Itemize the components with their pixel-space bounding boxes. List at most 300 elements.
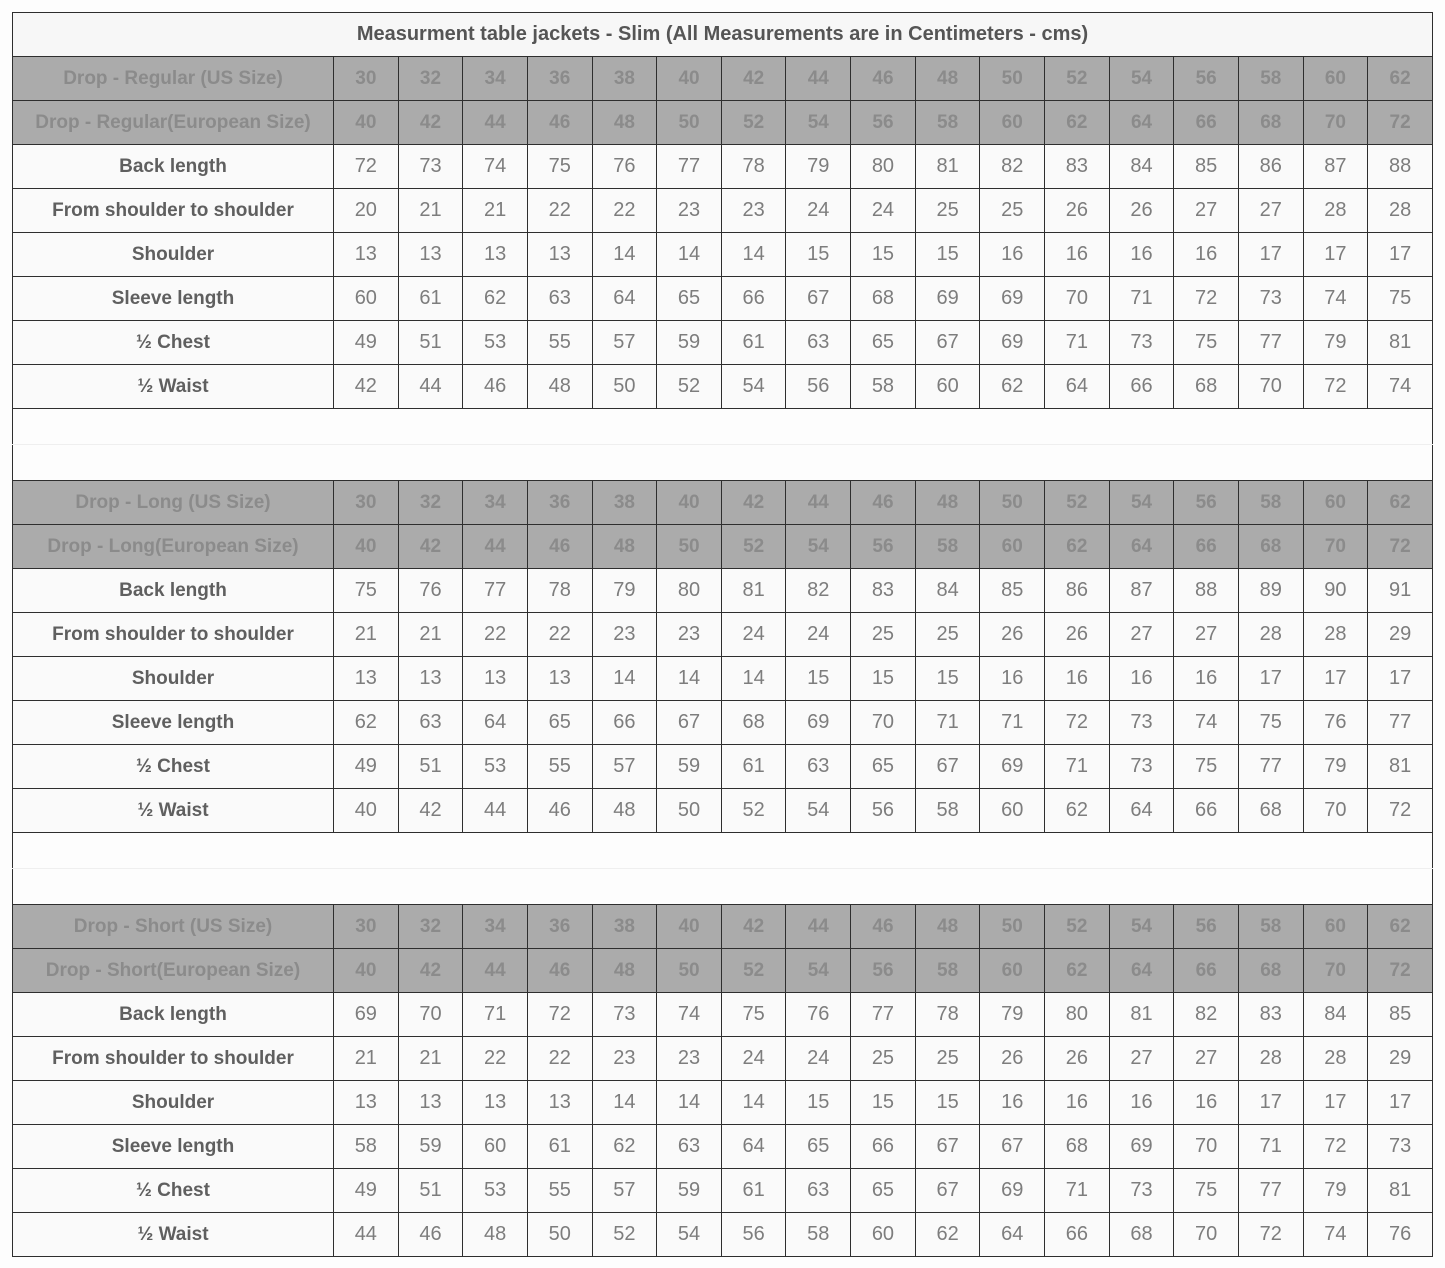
size-cell: 32 [398, 905, 463, 949]
value-cell: 53 [463, 321, 528, 365]
value-cell: 24 [721, 613, 786, 657]
value-cell: 65 [851, 1169, 916, 1213]
size-cell: 38 [592, 905, 657, 949]
value-cell: 62 [1045, 789, 1110, 833]
measure-row [13, 701, 1433, 745]
value-cell: 16 [1045, 233, 1110, 277]
size-cell: 50 [657, 525, 722, 569]
value-cell: 27 [1238, 189, 1303, 233]
value-cell: 26 [1045, 189, 1110, 233]
value-cell: 22 [527, 189, 592, 233]
measure-label: ½ Chest [13, 321, 334, 365]
value-cell: 28 [1238, 613, 1303, 657]
size-cell: 46 [527, 101, 592, 145]
value-cell: 16 [980, 233, 1045, 277]
size-cell: 34 [463, 481, 528, 525]
value-cell: 63 [657, 1125, 722, 1169]
spacer-cell [13, 445, 1433, 481]
value-cell: 14 [592, 1081, 657, 1125]
value-cell: 80 [1045, 993, 1110, 1037]
size-cell: 60 [1303, 57, 1368, 101]
size-cell: 60 [1303, 481, 1368, 525]
spacer-row [13, 445, 1433, 481]
value-cell: 17 [1368, 233, 1433, 277]
value-cell: 15 [851, 1081, 916, 1125]
value-cell: 15 [786, 1081, 851, 1125]
value-cell: 56 [786, 365, 851, 409]
size-cell: 48 [592, 101, 657, 145]
value-cell: 13 [463, 1081, 528, 1125]
value-cell: 62 [980, 365, 1045, 409]
size-header-row-us [13, 481, 1433, 525]
spacer-cell [13, 833, 1433, 869]
measurement-table [12, 12, 1433, 1257]
value-cell: 28 [1303, 189, 1368, 233]
value-cell: 77 [1238, 745, 1303, 789]
value-cell: 66 [1045, 1213, 1110, 1257]
size-cell: 34 [463, 905, 528, 949]
value-cell: 74 [1303, 1213, 1368, 1257]
value-cell: 64 [1109, 789, 1174, 833]
value-cell: 42 [334, 365, 399, 409]
value-cell: 84 [1303, 993, 1368, 1037]
value-cell: 78 [527, 569, 592, 613]
size-cell: 54 [1109, 481, 1174, 525]
value-cell: 71 [1045, 1169, 1110, 1213]
value-cell: 17 [1368, 657, 1433, 701]
value-cell: 72 [1368, 789, 1433, 833]
value-cell: 25 [915, 189, 980, 233]
value-cell: 48 [592, 789, 657, 833]
value-cell: 65 [527, 701, 592, 745]
measure-label: From shoulder to shoulder [13, 613, 334, 657]
value-cell: 70 [1174, 1213, 1239, 1257]
value-cell: 51 [398, 1169, 463, 1213]
size-cell: 62 [1368, 905, 1433, 949]
value-cell: 26 [1045, 613, 1110, 657]
value-cell: 68 [851, 277, 916, 321]
value-cell: 71 [1238, 1125, 1303, 1169]
size-cell: 72 [1368, 525, 1433, 569]
value-cell: 46 [398, 1213, 463, 1257]
size-header-label: Drop - Long(European Size) [13, 525, 334, 569]
value-cell: 29 [1368, 1037, 1433, 1081]
value-cell: 75 [1174, 745, 1239, 789]
value-cell: 75 [527, 145, 592, 189]
value-cell: 91 [1368, 569, 1433, 613]
value-cell: 13 [463, 233, 528, 277]
value-cell: 89 [1238, 569, 1303, 613]
size-header-row-eu [13, 949, 1433, 993]
size-cell: 52 [721, 525, 786, 569]
value-cell: 15 [786, 657, 851, 701]
spacer-cell [13, 409, 1433, 445]
size-cell: 42 [398, 101, 463, 145]
measure-row [13, 1037, 1433, 1081]
value-cell: 17 [1368, 1081, 1433, 1125]
measure-row [13, 189, 1433, 233]
value-cell: 21 [398, 189, 463, 233]
value-cell: 71 [915, 701, 980, 745]
value-cell: 82 [786, 569, 851, 613]
size-cell: 42 [398, 525, 463, 569]
size-cell: 42 [721, 905, 786, 949]
value-cell: 16 [1174, 233, 1239, 277]
size-cell: 30 [334, 481, 399, 525]
value-cell: 67 [786, 277, 851, 321]
size-header-row-eu [13, 101, 1433, 145]
value-cell: 15 [786, 233, 851, 277]
value-cell: 13 [527, 657, 592, 701]
value-cell: 58 [851, 365, 916, 409]
value-cell: 77 [1238, 321, 1303, 365]
value-cell: 53 [463, 745, 528, 789]
value-cell: 77 [463, 569, 528, 613]
value-cell: 74 [657, 993, 722, 1037]
size-cell: 44 [786, 905, 851, 949]
size-cell: 40 [657, 481, 722, 525]
value-cell: 22 [527, 613, 592, 657]
value-cell: 74 [1368, 365, 1433, 409]
value-cell: 28 [1303, 1037, 1368, 1081]
measure-label: Back length [13, 569, 334, 613]
size-cell: 56 [1174, 905, 1239, 949]
value-cell: 60 [463, 1125, 528, 1169]
value-cell: 21 [334, 1037, 399, 1081]
value-cell: 75 [1368, 277, 1433, 321]
size-header-label: Drop - Regular (US Size) [13, 57, 334, 101]
size-cell: 62 [1368, 57, 1433, 101]
size-cell: 32 [398, 57, 463, 101]
value-cell: 22 [592, 189, 657, 233]
measure-label: Back length [13, 145, 334, 189]
size-cell: 60 [980, 949, 1045, 993]
size-cell: 56 [1174, 481, 1239, 525]
value-cell: 84 [1109, 145, 1174, 189]
value-cell: 82 [980, 145, 1045, 189]
value-cell: 25 [980, 189, 1045, 233]
value-cell: 28 [1368, 189, 1433, 233]
size-cell: 52 [1045, 57, 1110, 101]
size-header-label: Drop - Long (US Size) [13, 481, 334, 525]
value-cell: 57 [592, 745, 657, 789]
measure-row [13, 569, 1433, 613]
measure-row [13, 277, 1433, 321]
size-cell: 30 [334, 905, 399, 949]
size-cell: 62 [1368, 481, 1433, 525]
value-cell: 63 [786, 321, 851, 365]
value-cell: 81 [1109, 993, 1174, 1037]
value-cell: 87 [1109, 569, 1174, 613]
value-cell: 83 [851, 569, 916, 613]
value-cell: 64 [1045, 365, 1110, 409]
value-cell: 14 [657, 657, 722, 701]
size-cell: 48 [915, 905, 980, 949]
value-cell: 72 [527, 993, 592, 1037]
measure-label: Sleeve length [13, 701, 334, 745]
size-cell: 46 [851, 481, 916, 525]
value-cell: 77 [657, 145, 722, 189]
value-cell: 69 [980, 277, 1045, 321]
size-cell: 64 [1109, 949, 1174, 993]
spacer-row [13, 409, 1433, 445]
value-cell: 59 [657, 321, 722, 365]
size-cell: 58 [1238, 481, 1303, 525]
value-cell: 64 [980, 1213, 1045, 1257]
size-cell: 50 [980, 905, 1045, 949]
size-cell: 64 [1109, 525, 1174, 569]
value-cell: 65 [851, 745, 916, 789]
measure-row [13, 365, 1433, 409]
measure-row [13, 657, 1433, 701]
value-cell: 13 [398, 1081, 463, 1125]
spacer-row [13, 833, 1433, 869]
value-cell: 62 [592, 1125, 657, 1169]
value-cell: 44 [334, 1213, 399, 1257]
value-cell: 70 [1174, 1125, 1239, 1169]
value-cell: 14 [592, 657, 657, 701]
measure-row [13, 1169, 1433, 1213]
size-header-row-eu [13, 525, 1433, 569]
value-cell: 78 [721, 145, 786, 189]
size-cell: 44 [463, 525, 528, 569]
value-cell: 64 [721, 1125, 786, 1169]
value-cell: 65 [851, 321, 916, 365]
value-cell: 21 [463, 189, 528, 233]
size-cell: 32 [398, 481, 463, 525]
measure-label: Shoulder [13, 233, 334, 277]
value-cell: 66 [1109, 365, 1174, 409]
size-cell: 54 [786, 101, 851, 145]
value-cell: 13 [334, 1081, 399, 1125]
value-cell: 75 [721, 993, 786, 1037]
value-cell: 27 [1109, 613, 1174, 657]
size-cell: 58 [1238, 905, 1303, 949]
value-cell: 28 [1238, 1037, 1303, 1081]
value-cell: 81 [721, 569, 786, 613]
measure-label: ½ Chest [13, 745, 334, 789]
size-cell: 58 [915, 525, 980, 569]
measure-row [13, 321, 1433, 365]
value-cell: 25 [851, 613, 916, 657]
value-cell: 66 [1174, 789, 1239, 833]
value-cell: 67 [980, 1125, 1045, 1169]
value-cell: 16 [1109, 1081, 1174, 1125]
size-cell: 64 [1109, 101, 1174, 145]
size-cell: 52 [1045, 905, 1110, 949]
value-cell: 87 [1303, 145, 1368, 189]
size-cell: 44 [786, 57, 851, 101]
value-cell: 61 [527, 1125, 592, 1169]
value-cell: 56 [851, 789, 916, 833]
size-cell: 60 [980, 101, 1045, 145]
value-cell: 49 [334, 745, 399, 789]
value-cell: 63 [786, 1169, 851, 1213]
value-cell: 23 [592, 1037, 657, 1081]
value-cell: 25 [851, 1037, 916, 1081]
size-cell: 62 [1045, 101, 1110, 145]
size-header-label: Drop - Short (US Size) [13, 905, 334, 949]
value-cell: 79 [592, 569, 657, 613]
value-cell: 65 [786, 1125, 851, 1169]
measure-row [13, 613, 1433, 657]
value-cell: 69 [786, 701, 851, 745]
size-cell: 66 [1174, 525, 1239, 569]
value-cell: 16 [980, 657, 1045, 701]
value-cell: 68 [721, 701, 786, 745]
value-cell: 65 [657, 277, 722, 321]
value-cell: 73 [1109, 1169, 1174, 1213]
measure-label: ½ Waist [13, 789, 334, 833]
value-cell: 46 [463, 365, 528, 409]
measure-row [13, 745, 1433, 789]
value-cell: 17 [1303, 657, 1368, 701]
measure-label: ½ Chest [13, 1169, 334, 1213]
value-cell: 68 [1045, 1125, 1110, 1169]
size-cell: 68 [1238, 949, 1303, 993]
value-cell: 81 [915, 145, 980, 189]
size-cell: 56 [851, 101, 916, 145]
value-cell: 27 [1174, 1037, 1239, 1081]
value-cell: 60 [334, 277, 399, 321]
value-cell: 69 [980, 1169, 1045, 1213]
value-cell: 48 [463, 1213, 528, 1257]
value-cell: 16 [1045, 1081, 1110, 1125]
value-cell: 80 [657, 569, 722, 613]
value-cell: 66 [851, 1125, 916, 1169]
size-cell: 42 [398, 949, 463, 993]
value-cell: 13 [334, 233, 399, 277]
value-cell: 22 [463, 1037, 528, 1081]
value-cell: 50 [527, 1213, 592, 1257]
size-cell: 36 [527, 57, 592, 101]
value-cell: 24 [786, 1037, 851, 1081]
value-cell: 48 [527, 365, 592, 409]
size-cell: 68 [1238, 101, 1303, 145]
value-cell: 62 [334, 701, 399, 745]
value-cell: 79 [786, 145, 851, 189]
value-cell: 50 [592, 365, 657, 409]
measure-label: Sleeve length [13, 1125, 334, 1169]
value-cell: 27 [1174, 613, 1239, 657]
value-cell: 75 [1174, 1169, 1239, 1213]
value-cell: 75 [1238, 701, 1303, 745]
size-cell: 44 [786, 481, 851, 525]
value-cell: 60 [915, 365, 980, 409]
value-cell: 24 [851, 189, 916, 233]
size-cell: 50 [657, 101, 722, 145]
size-cell: 44 [463, 949, 528, 993]
value-cell: 70 [1238, 365, 1303, 409]
size-cell: 54 [786, 525, 851, 569]
value-cell: 73 [398, 145, 463, 189]
value-cell: 85 [1368, 993, 1433, 1037]
value-cell: 60 [980, 789, 1045, 833]
size-cell: 72 [1368, 101, 1433, 145]
value-cell: 85 [1174, 145, 1239, 189]
value-cell: 58 [334, 1125, 399, 1169]
value-cell: 76 [398, 569, 463, 613]
value-cell: 68 [1174, 365, 1239, 409]
value-cell: 44 [398, 365, 463, 409]
value-cell: 79 [1303, 1169, 1368, 1213]
value-cell: 86 [1045, 569, 1110, 613]
value-cell: 80 [851, 145, 916, 189]
value-cell: 51 [398, 321, 463, 365]
value-cell: 14 [592, 233, 657, 277]
value-cell: 69 [1109, 1125, 1174, 1169]
measure-row [13, 1125, 1433, 1169]
value-cell: 74 [463, 145, 528, 189]
value-cell: 27 [1174, 189, 1239, 233]
value-cell: 64 [463, 701, 528, 745]
value-cell: 16 [1174, 657, 1239, 701]
value-cell: 52 [657, 365, 722, 409]
value-cell: 59 [398, 1125, 463, 1169]
size-cell: 40 [657, 57, 722, 101]
value-cell: 77 [1368, 701, 1433, 745]
value-cell: 73 [1368, 1125, 1433, 1169]
value-cell: 24 [786, 189, 851, 233]
measure-row [13, 233, 1433, 277]
value-cell: 26 [1109, 189, 1174, 233]
value-cell: 58 [915, 789, 980, 833]
size-cell: 46 [851, 905, 916, 949]
value-cell: 88 [1368, 145, 1433, 189]
value-cell: 21 [334, 613, 399, 657]
measure-label: Sleeve length [13, 277, 334, 321]
value-cell: 53 [463, 1169, 528, 1213]
value-cell: 76 [786, 993, 851, 1037]
value-cell: 26 [980, 613, 1045, 657]
value-cell: 26 [1045, 1037, 1110, 1081]
size-cell: 42 [721, 57, 786, 101]
size-cell: 40 [657, 905, 722, 949]
value-cell: 73 [1109, 321, 1174, 365]
value-cell: 71 [1045, 745, 1110, 789]
size-header-label: Drop - Regular(European Size) [13, 101, 334, 145]
value-cell: 21 [398, 613, 463, 657]
value-cell: 13 [334, 657, 399, 701]
measure-row [13, 1081, 1433, 1125]
value-cell: 70 [851, 701, 916, 745]
size-cell: 38 [592, 57, 657, 101]
value-cell: 23 [657, 189, 722, 233]
size-cell: 42 [721, 481, 786, 525]
value-cell: 69 [334, 993, 399, 1037]
value-cell: 13 [527, 233, 592, 277]
size-cell: 46 [527, 525, 592, 569]
measure-label: Shoulder [13, 657, 334, 701]
value-cell: 86 [1238, 145, 1303, 189]
value-cell: 66 [721, 277, 786, 321]
measure-row [13, 1213, 1433, 1257]
size-cell: 34 [463, 57, 528, 101]
value-cell: 14 [657, 1081, 722, 1125]
size-cell: 48 [592, 949, 657, 993]
value-cell: 63 [398, 701, 463, 745]
value-cell: 26 [980, 1037, 1045, 1081]
value-cell: 58 [786, 1213, 851, 1257]
value-cell: 22 [463, 613, 528, 657]
value-cell: 16 [980, 1081, 1045, 1125]
size-cell: 56 [1174, 57, 1239, 101]
value-cell: 67 [915, 321, 980, 365]
value-cell: 61 [398, 277, 463, 321]
value-cell: 73 [1109, 745, 1174, 789]
value-cell: 17 [1303, 233, 1368, 277]
size-header-label: Drop - Short(European Size) [13, 949, 334, 993]
